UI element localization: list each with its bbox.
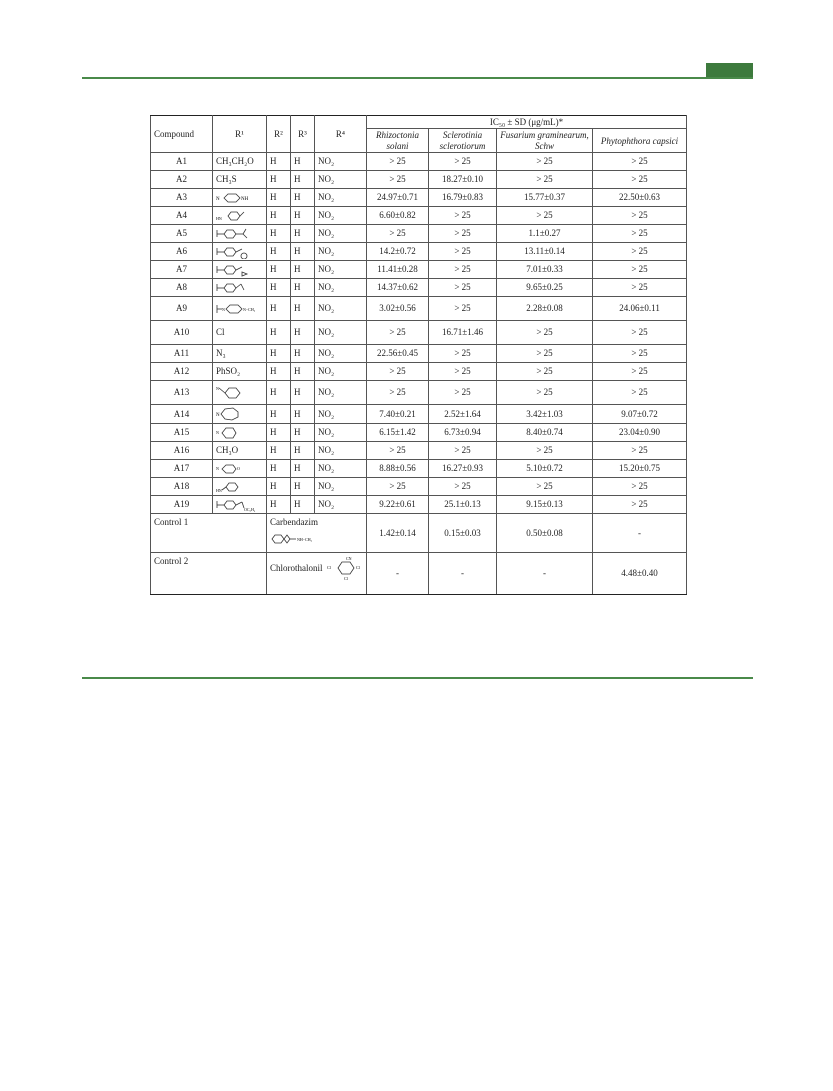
substituent-r2: H [267, 297, 291, 321]
substituent-r2: H [267, 496, 291, 514]
substituent-r3: H [291, 424, 315, 442]
ic50-value: 24.06±0.11 [593, 297, 687, 321]
compound-id: A3 [151, 189, 213, 207]
ic50-value: 1.42±0.14 [367, 514, 429, 553]
substituent-r4: NO₂ [315, 261, 367, 279]
table-row [151, 279, 687, 297]
control-name: Control 2 [151, 553, 213, 595]
ic50-value: > 25 [429, 297, 497, 321]
table-row [151, 153, 687, 171]
substituent-r4: NO₂ [315, 345, 367, 363]
compound-id: A6 [151, 243, 213, 261]
substituent-r1: CH₃O [213, 442, 267, 460]
control-empty-cell [213, 553, 267, 595]
activity-table [150, 115, 687, 595]
ic50-value: > 25 [429, 207, 497, 225]
footer-rule [82, 677, 753, 679]
header-r3: R³ [291, 116, 315, 153]
substituent-r4: NO₂ [315, 171, 367, 189]
svg-text:O: O [237, 465, 240, 471]
piperidine-ethyl-ester-icon [213, 496, 267, 514]
compound-id: A9 [151, 297, 213, 321]
ic50-value: > 25 [497, 153, 593, 171]
substituent-r2: H [267, 153, 291, 171]
ic50-value: 14.37±0.62 [367, 279, 429, 297]
substituent-r1: N₃ [213, 345, 267, 363]
ic50-value: > 25 [593, 321, 687, 345]
header-r1: R¹ [213, 116, 267, 153]
ic50-value: 23.04±0.90 [593, 424, 687, 442]
table-row [151, 442, 687, 460]
table-row [151, 496, 687, 514]
ic50-value: 6.15±1.42 [367, 424, 429, 442]
control-drug-label: Carbendazim [270, 517, 318, 528]
substituent-r3: H [291, 478, 315, 496]
ic50-value: > 25 [367, 363, 429, 381]
ic50-value: > 25 [593, 279, 687, 297]
ic50-value: 1.1±0.27 [497, 225, 593, 243]
substituent-r2: H [267, 189, 291, 207]
ic50-value: > 25 [593, 442, 687, 460]
svg-text:HN: HN [216, 487, 222, 493]
compound-id: A4 [151, 207, 213, 225]
substituent-r2: H [267, 225, 291, 243]
ic50-value: 2.52±1.64 [429, 405, 497, 424]
ic50-value: > 25 [429, 442, 497, 460]
header-r2: R² [267, 116, 291, 153]
azepane-icon [213, 405, 267, 424]
substituent-r3: H [291, 442, 315, 460]
ic50-value: > 25 [367, 478, 429, 496]
ic50-value: 24.97±0.71 [367, 189, 429, 207]
header-fungus-2: Sclerotinia sclerotiorum [429, 129, 497, 153]
ic50-value: > 25 [367, 321, 429, 345]
ic50-value: > 25 [497, 381, 593, 405]
header-compound: Compound [151, 116, 213, 153]
substituent-r4: NO₂ [315, 363, 367, 381]
ic50-value: > 25 [593, 225, 687, 243]
substituent-r4: NO₂ [315, 460, 367, 478]
ic50-value: > 25 [429, 153, 497, 171]
benzyl-icon [213, 381, 267, 405]
substituent-r1: CH₃CH₂O [213, 153, 267, 171]
substituent-r4: NO₂ [315, 279, 367, 297]
table-row [151, 345, 687, 363]
ic50-value: 25.1±0.13 [429, 496, 497, 514]
ic50-value: 16.71±1.46 [429, 321, 497, 345]
substituent-r3: H [291, 189, 315, 207]
ic50-value: > 25 [497, 363, 593, 381]
compound-id: A12 [151, 363, 213, 381]
ic50-value: > 25 [429, 363, 497, 381]
substituent-r4: NO₂ [315, 321, 367, 345]
ic50-value: > 25 [429, 345, 497, 363]
ic50-value: - [367, 553, 429, 595]
substituent-r2: H [267, 345, 291, 363]
substituent-r1: CH₃S [213, 171, 267, 189]
ic50-value: 7.01±0.33 [497, 261, 593, 279]
table-row [151, 381, 687, 405]
compound-id: A15 [151, 424, 213, 442]
header-fungus-3: Fusarium graminearum, Schw [497, 129, 593, 153]
compound-id: A7 [151, 261, 213, 279]
substituent-r3: H [291, 261, 315, 279]
table-row [151, 171, 687, 189]
table-row [151, 405, 687, 424]
compound-id: A1 [151, 153, 213, 171]
ic50-value: > 25 [429, 243, 497, 261]
table-row [151, 478, 687, 496]
ic50-value: - [593, 514, 687, 553]
header-ic50: IC₅₀ ± SD (μg/mL)* [367, 116, 687, 129]
substituent-r4: NO₂ [315, 381, 367, 405]
ic50-value: > 25 [593, 478, 687, 496]
table-row [151, 207, 687, 225]
ic50-value: > 25 [429, 261, 497, 279]
compound-id: A19 [151, 496, 213, 514]
ic50-value: 9.15±0.13 [497, 496, 593, 514]
substituent-r2: H [267, 363, 291, 381]
ic50-value: 0.50±0.08 [497, 514, 593, 553]
ic50-value: > 25 [593, 207, 687, 225]
ic50-value: > 25 [429, 225, 497, 243]
substituent-r4: NO₂ [315, 297, 367, 321]
carbendazim-structure-icon [270, 531, 363, 547]
control-row [151, 514, 687, 553]
ic50-value: 18.27±0.10 [429, 171, 497, 189]
ic50-value: > 25 [497, 345, 593, 363]
ic50-value: > 25 [497, 478, 593, 496]
svg-text:CN: CN [345, 556, 352, 562]
table-row [151, 460, 687, 478]
ic50-value: 16.79±0.83 [429, 189, 497, 207]
substituent-r4: NO₂ [315, 405, 367, 424]
ic50-value: 4.48±0.40 [593, 553, 687, 595]
svg-text:Cl: Cl [343, 576, 348, 581]
ic50-value: 2.28±0.08 [497, 297, 593, 321]
ic50-value: 9.07±0.72 [593, 405, 687, 424]
compound-id: A18 [151, 478, 213, 496]
ic50-value: > 25 [429, 478, 497, 496]
svg-text:N: N [216, 196, 220, 202]
substituent-r2: H [267, 424, 291, 442]
ic50-value: > 25 [367, 381, 429, 405]
substituent-r3: H [291, 207, 315, 225]
ic50-value: > 25 [593, 496, 687, 514]
substituent-r4: NO₂ [315, 207, 367, 225]
svg-text:Cl: Cl [326, 565, 331, 571]
compound-id: A17 [151, 460, 213, 478]
substituent-r3: H [291, 243, 315, 261]
ic50-value: 6.73±0.94 [429, 424, 497, 442]
ic50-value: 5.10±0.72 [497, 460, 593, 478]
substituent-r4: NO₂ [315, 424, 367, 442]
ic50-value: 15.77±0.37 [497, 189, 593, 207]
ic50-value: 9.22±0.61 [367, 496, 429, 514]
ic50-value: > 25 [429, 381, 497, 405]
substituent-r2: H [267, 405, 291, 424]
substituent-r2: H [267, 279, 291, 297]
substituent-r2: H [267, 321, 291, 345]
piperazine-icon [213, 189, 267, 207]
substituent-r4: NO₂ [315, 153, 367, 171]
svg-text:N: N [216, 413, 220, 419]
compound-id: A13 [151, 381, 213, 405]
table-row [151, 321, 687, 345]
ic50-value: > 25 [497, 171, 593, 189]
svg-text:N−CH₃: N−CH₃ [243, 306, 256, 312]
ic50-value: - [429, 553, 497, 595]
pyrrolidine-icon [213, 424, 267, 442]
substituent-r4: NO₂ [315, 189, 367, 207]
substituent-r2: H [267, 171, 291, 189]
piperidine-cyclopropyl-icon [213, 261, 267, 279]
table-row [151, 261, 687, 279]
piperidine-ring-icon [213, 243, 267, 261]
svg-text:N: N [216, 385, 219, 391]
ic50-value: - [497, 553, 593, 595]
compound-id: A5 [151, 225, 213, 243]
ic50-value: 11.41±0.28 [367, 261, 429, 279]
substituent-r3: H [291, 297, 315, 321]
ic50-value: 3.42±1.03 [497, 405, 593, 424]
header-tab-block [706, 63, 753, 78]
substituent-r3: H [291, 153, 315, 171]
ic50-value: 22.56±0.45 [367, 345, 429, 363]
substituent-r2: H [267, 261, 291, 279]
header-r4: R⁴ [315, 116, 367, 153]
control-row [151, 553, 687, 595]
svg-text:N: N [222, 306, 225, 312]
header-fungus-1: Rhizoctonia solani [367, 129, 429, 153]
substituent-r3: H [291, 321, 315, 345]
substituent-r3: H [291, 171, 315, 189]
table-row [151, 225, 687, 243]
control-name: Control 1 [151, 514, 213, 553]
ic50-value: > 25 [593, 363, 687, 381]
ic50-value: > 25 [367, 171, 429, 189]
table-row [151, 189, 687, 207]
piperazine-methyl-icon [213, 297, 267, 321]
control-drug [267, 553, 367, 595]
header-fungus-4: Phytophthora capsici [593, 129, 687, 153]
substituent-r1: PhSO₂ [213, 363, 267, 381]
ic50-value: > 25 [367, 442, 429, 460]
ic50-value: 16.27±0.93 [429, 460, 497, 478]
ic50-value: 6.60±0.82 [367, 207, 429, 225]
ic50-value: 15.20±0.75 [593, 460, 687, 478]
ic50-value: > 25 [593, 171, 687, 189]
ic50-value: 8.88±0.56 [367, 460, 429, 478]
substituent-r4: NO₂ [315, 243, 367, 261]
ic50-value: > 25 [367, 225, 429, 243]
substituent-r4: NO₂ [315, 225, 367, 243]
ic50-value: 7.40±0.21 [367, 405, 429, 424]
substituent-r3: H [291, 279, 315, 297]
ic50-value: > 25 [593, 153, 687, 171]
compound-id: A10 [151, 321, 213, 345]
substituent-r2: H [267, 243, 291, 261]
substituent-r3: H [291, 405, 315, 424]
svg-text:NH: NH [241, 196, 249, 202]
compound-id: A8 [151, 279, 213, 297]
substituent-r3: H [291, 363, 315, 381]
control-empty-cell [213, 514, 267, 553]
substituent-r2: H [267, 478, 291, 496]
svg-text:OC₂H₅: OC₂H₅ [244, 506, 256, 512]
cyclohexyl-icon [213, 207, 267, 225]
ic50-value: 0.15±0.03 [429, 514, 497, 553]
piperidine-methyl-icon [213, 279, 267, 297]
ic50-value: > 25 [429, 279, 497, 297]
svg-text:Cl: Cl [355, 565, 360, 571]
substituent-r4: NO₂ [315, 496, 367, 514]
table-row [151, 424, 687, 442]
substituent-r4: NO₂ [315, 442, 367, 460]
substituent-r3: H [291, 460, 315, 478]
ic50-value: 22.50±0.63 [593, 189, 687, 207]
header-rule [82, 77, 753, 79]
substituent-r2: H [267, 442, 291, 460]
ic50-value: > 25 [367, 153, 429, 171]
ic50-value: > 25 [593, 345, 687, 363]
ic50-value: > 25 [593, 261, 687, 279]
compound-id: A2 [151, 171, 213, 189]
substituent-r3: H [291, 496, 315, 514]
ic50-value: 13.11±0.14 [497, 243, 593, 261]
substituent-r3: H [291, 225, 315, 243]
substituent-r1: Cl [213, 321, 267, 345]
ic50-value: > 25 [497, 207, 593, 225]
svg-text:N: N [216, 465, 219, 471]
table-row [151, 363, 687, 381]
substituent-r2: H [267, 460, 291, 478]
piperidine-ester-icon [213, 225, 267, 243]
control-drug [267, 514, 367, 553]
table-row [151, 243, 687, 261]
table-row [151, 297, 687, 321]
morpholine-icon [213, 460, 267, 478]
control-drug-label: Chlorothalonil [270, 563, 323, 574]
compound-id: A16 [151, 442, 213, 460]
compound-id: A11 [151, 345, 213, 363]
substituent-r2: H [267, 207, 291, 225]
svg-text:N: N [216, 429, 219, 435]
svg-text:NH−CH₃: NH−CH₃ [297, 537, 312, 543]
compound-id: A14 [151, 405, 213, 424]
substituent-r4: NO₂ [315, 478, 367, 496]
substituent-r3: H [291, 381, 315, 405]
phenylamino-icon [213, 478, 267, 496]
ic50-value: > 25 [497, 321, 593, 345]
ic50-value: 9.65±0.25 [497, 279, 593, 297]
ic50-value: 8.40±0.74 [497, 424, 593, 442]
ic50-value: > 25 [593, 243, 687, 261]
ic50-value: 3.02±0.56 [367, 297, 429, 321]
ic50-value: > 25 [593, 381, 687, 405]
ic50-value: 14.2±0.72 [367, 243, 429, 261]
chlorothalonil-structure-icon [327, 556, 363, 582]
substituent-r2: H [267, 381, 291, 405]
svg-text:HN: HN [216, 215, 222, 221]
substituent-r3: H [291, 345, 315, 363]
ic50-value: > 25 [497, 442, 593, 460]
